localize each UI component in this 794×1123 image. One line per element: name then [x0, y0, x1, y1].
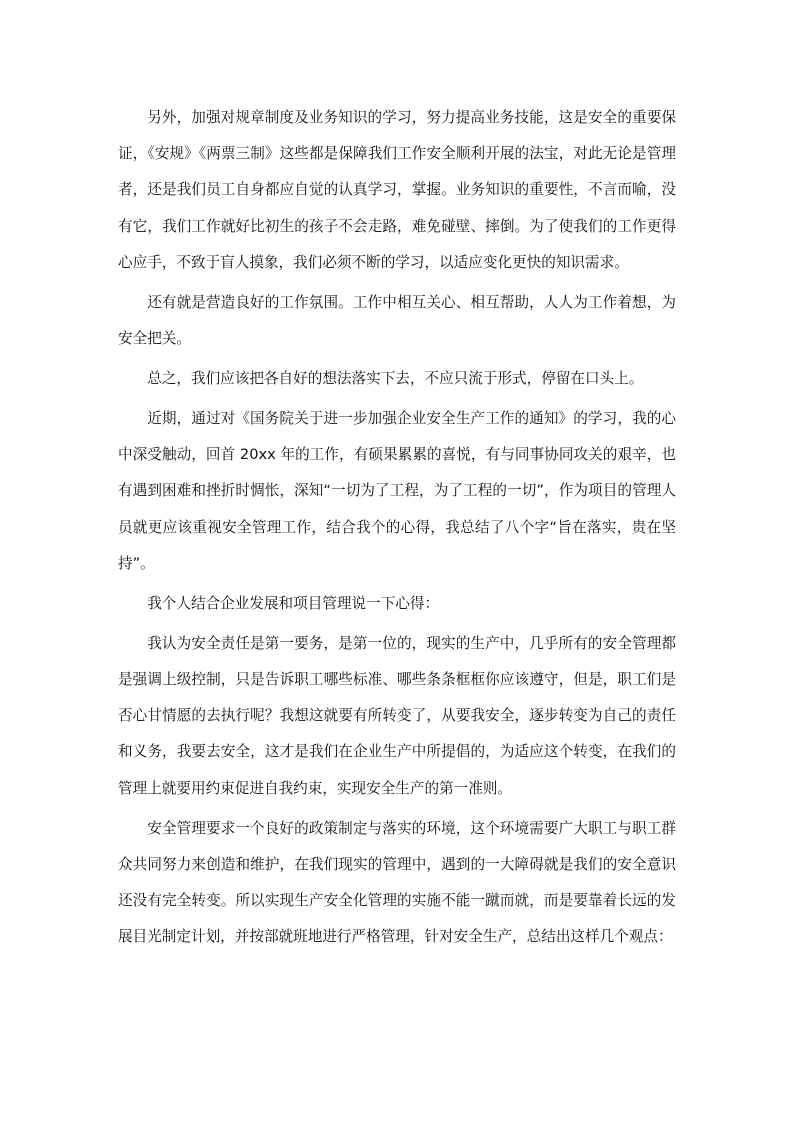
paragraph-safety-responsibility: 我认为安全责任是第一要务，是第一位的，现实的生产中，几乎所有的安全管理都是强调上级控制，只是告诉职工哪些标准、哪些条条框框你应该遵守，但是，职工们是否心甘情愿的去执行呢？我想这就要有所转变了，从要我安全，逐步转变为自己的责任和义务，我要去安全，这才是我们在企业生产中所提倡的，为适应这个转变，在我们的管理上就要用约束促进自我约束，实现安全生产的第一准则。 — [118, 634, 676, 797]
paragraph-work-atmosphere: 还有就是营造良好的工作氛围。工作中相互关心、相互帮助，人人为工作着想，为安全把关。 — [118, 293, 676, 348]
paragraph-state-council-notice: 近期，通过对《国务院关于进一步加强企业安全生产工作的通知》的学习，我的心中深受触动，回首 20xx 年的工作，有硕果累累的喜悦，有与同事协同攻关的艰辛，也有遇到困难和挫折时惆怅，深知“一切为了工程，为了工程的一切”，作为项目的管理人员就更应该重视安全管理工作，结合我个的心得，我总结了八个字“旨在落实，贵在坚持”。 — [118, 410, 676, 572]
paragraph-study-regulations: 另外，加强对规章制度及业务知识的学习，努力提高业务技能，这是安全的重要保证，《安规》《两票三制》这些都是保障我们工作安全顺利开展的法宝，对此无论是管理者，还是我们员工自身都应自觉的认真学习，掌握。业务知识的重要性，不言而喻，没有它，我们工作就好比初生的孩子不会走路，难免碰壁、摔倒。为了使我们的工作更得心应手，不致于盲人摸象，我们必须不断的学习，以适应变化更快的知识需求。 — [118, 109, 676, 271]
paragraph-summary: 总之，我们应该把各自好的想法落实下去，不应只流于形式，停留在口头上。 — [147, 370, 644, 388]
document-page — [118, 100, 676, 959]
paragraph-personal-experience-intro: 我个人结合企业发展和项目管理说一下心得： — [147, 594, 440, 612]
paragraph-safety-management-environment: 安全管理要求一个良好的政策制定与落实的环境，这个环境需要广大职工与职工群众共同努力来创造和维护，在我们现实的管理中，遇到的一大障碍就是我们的安全意识还没有完全转变。所以实现生产安全化管理的实施不能一蹴而就，而是要靠着长远的发展目光制定计划，并按部就班地进行严格管理，针对安全生产，总结出这样几个观点： — [118, 819, 676, 946]
